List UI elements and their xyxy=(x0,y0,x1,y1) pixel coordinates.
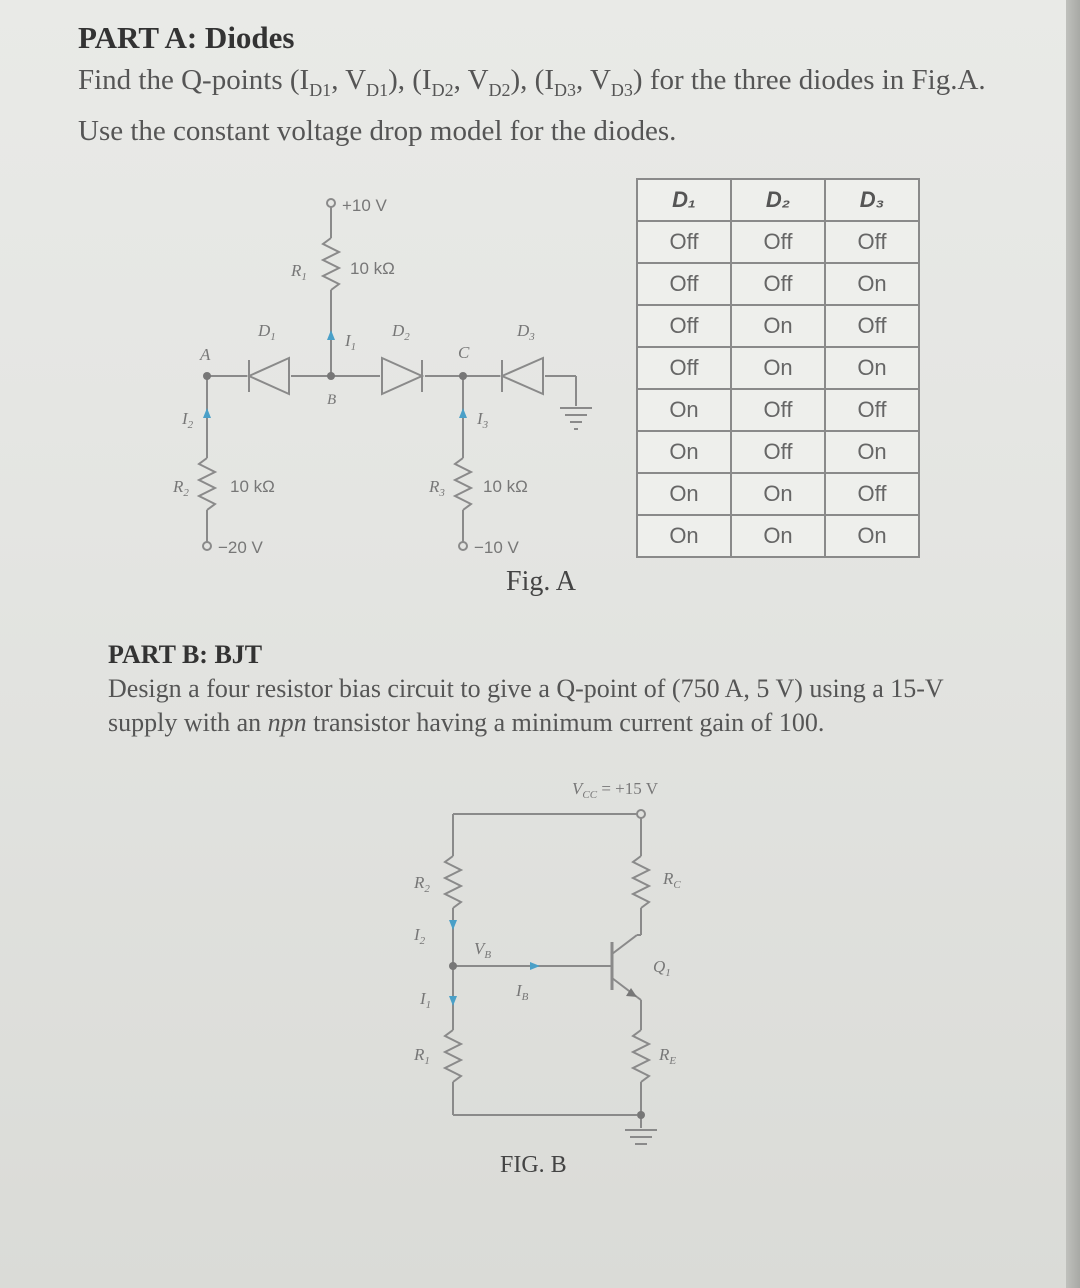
table-cell: Off xyxy=(731,431,825,473)
fig-b-vcc-label: $V_{CC} = +15$ V xyxy=(572,779,658,801)
table-cell: Off xyxy=(731,221,825,263)
table-header-d1: D₁ xyxy=(637,179,731,221)
fig-b-q1-label: $Q_1$ xyxy=(653,957,671,979)
table-cell: On xyxy=(825,515,919,557)
fig-b-i1-label: $I_1$ xyxy=(420,989,432,1011)
fig-a-r1-value: 10 kΩ xyxy=(350,259,395,278)
fig-a-r3-label: $R_3$ xyxy=(429,477,445,499)
fig-a-i2-label: $I_2$ xyxy=(182,409,194,431)
fig-b-ib-label: $I_B$ xyxy=(516,981,529,1003)
part-b-problem-text: Design a four resistor bias circuit to give a Q-point of (750 A, 5 V) using a 15-V supply with an npn transistor having a minimum current gain of 100. xyxy=(108,674,944,737)
table-cell: On xyxy=(731,347,825,389)
table-cell: On xyxy=(825,263,919,305)
fig-b-i1-arrow xyxy=(449,996,457,1006)
part-b-title: PART B: BJT xyxy=(108,640,263,669)
fig-a-node-c-label: C xyxy=(458,343,470,362)
fig-b-rc-resistor xyxy=(633,856,649,908)
fig-b-npn-transistor-q1 xyxy=(612,935,637,997)
fig-a-r2-label: $R_2$ xyxy=(173,477,189,499)
table-cell: Off xyxy=(637,221,731,263)
fig-a-supply-right-label: −10 V xyxy=(474,538,519,557)
table-cell: Off xyxy=(731,389,825,431)
monitor-bezel-edge xyxy=(1066,0,1080,1288)
table-header-d3: D₃ xyxy=(825,179,919,221)
fig-a-i1-label: $I_1$ xyxy=(345,331,357,353)
fig-a-d3-label: $D_3$ xyxy=(517,321,535,343)
fig-b-r2-label: $R_2$ xyxy=(414,873,430,895)
fig-b-i2-label: $I_2$ xyxy=(414,925,426,947)
fig-b-re-label: $R_E$ xyxy=(659,1045,677,1067)
fig-a-d2-label: $D_2$ xyxy=(392,321,410,343)
table-cell: On xyxy=(731,305,825,347)
fig-a-r3-value: 10 kΩ xyxy=(483,477,528,496)
fig-a-r1-label: $R_1$ xyxy=(291,261,307,283)
fig-b-re-resistor xyxy=(633,1030,649,1082)
table-header-d2: D₂ xyxy=(731,179,825,221)
fig-b-i2-arrow xyxy=(449,920,457,930)
table-cell: Off xyxy=(825,473,919,515)
fig-a-node-b-label: B xyxy=(327,392,337,408)
table-cell: On xyxy=(731,515,825,557)
fig-b-ground-node-dot xyxy=(637,1111,645,1119)
fig-b-r2-resistor xyxy=(445,856,461,908)
table-cell: Off xyxy=(825,305,919,347)
fig-a-node-a-label: A xyxy=(200,345,211,364)
table-cell: On xyxy=(637,473,731,515)
fig-a-supply-left-label: −20 V xyxy=(218,538,263,557)
fig-b-ground-symbol xyxy=(625,1130,657,1144)
fig-b-ib-arrow xyxy=(530,962,540,970)
part-a-title: PART A: Diodes xyxy=(78,20,295,55)
table-cell: Off xyxy=(825,389,919,431)
fig-b-r1-resistor xyxy=(445,1030,461,1082)
table-cell: Off xyxy=(637,347,731,389)
fig-a-caption: Fig. A xyxy=(506,566,577,597)
fig-a-i3-label: $I_3$ xyxy=(477,409,489,431)
fig-a-d1-label: $D_1$ xyxy=(258,321,276,343)
table-cell: Off xyxy=(637,305,731,347)
table-cell: On xyxy=(637,389,731,431)
table-cell: On xyxy=(637,431,731,473)
table-cell: On xyxy=(825,347,919,389)
table-cell: On xyxy=(731,473,825,515)
fig-b-base-node-dot xyxy=(449,962,457,970)
table-cell: Off xyxy=(731,263,825,305)
fig-b-vcc-terminal xyxy=(637,810,645,818)
table-cell: Off xyxy=(825,221,919,263)
fig-a-supply-top-label: +10 V xyxy=(342,196,387,215)
fig-b-caption: FIG. B xyxy=(500,1152,567,1178)
fig-b-vb-label: $V_B$ xyxy=(474,939,492,961)
fig-b-r1-label: $R_1$ xyxy=(414,1045,430,1067)
fig-a-r2-value: 10 kΩ xyxy=(230,477,275,496)
table-cell: Off xyxy=(637,263,731,305)
table-cell: On xyxy=(637,515,731,557)
part-a-problem-text: Find the Q-points ($I_{D1}$, $V_{D1}$), ($I_{D2}$, $V_{D2}$), ($I_{D3}$, $V_{D3}$) for the three diodes in Fig.A. Use the constant voltage drop model for the diodes. xyxy=(78,64,986,147)
table-cell: On xyxy=(825,431,919,473)
fig-b-rc-label: $R_C$ xyxy=(663,869,681,891)
